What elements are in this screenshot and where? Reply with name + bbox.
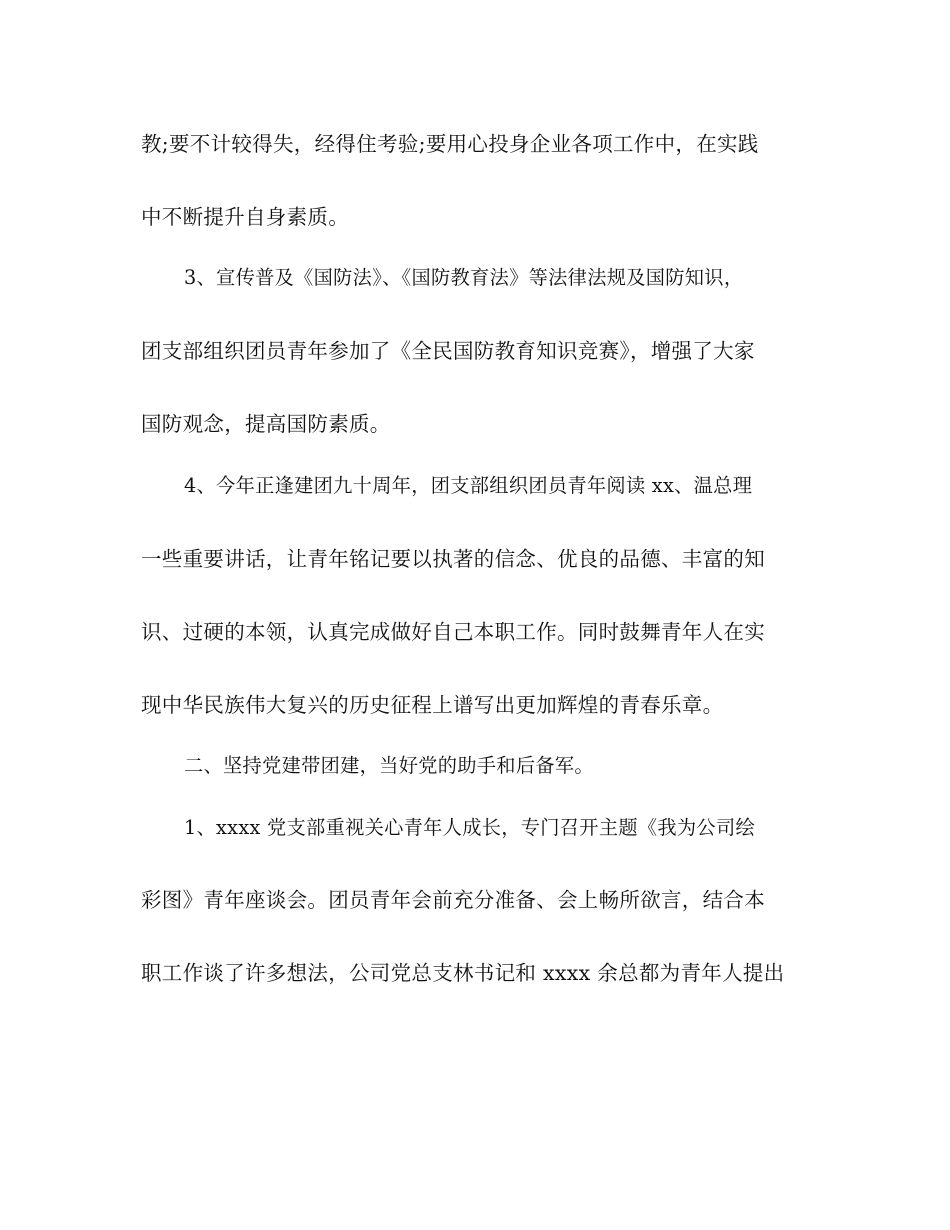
text-line-13: 职工作谈了许多想法，公司党总支林书记和 xxxx 余总都为青年人提出 xyxy=(141,961,785,985)
text-line-1: 教;要不计较得失，经得住考验;要用心投身企业各项工作中，在实践 xyxy=(141,132,759,156)
text-line-9: 现中华民族伟大复兴的历史征程上谱写出更加辉煌的青春乐章。 xyxy=(141,693,724,717)
text-line-7: 一些重要讲话，让青年铭记要以执著的信念、优良的品德、丰富的知 xyxy=(141,547,765,571)
text-line-11: 1、xxxx 党支部重视关心青年人成长，专门召开主题《我为公司绘 xyxy=(184,816,755,839)
text-line-10: 二、坚持党建带团建，当好党的助手和后备军。 xyxy=(184,754,594,777)
text-line-3: 3、宣传普及《国防法》、《国防教育法》等法律法规及国防知识， xyxy=(184,266,744,289)
text-line-2: 中不断提升自身素质。 xyxy=(141,205,349,229)
text-line-4: 团支部组织团员青年参加了《全民国防教育知识竞赛》，增强了大家 xyxy=(141,339,755,363)
text-line-12: 彩图》青年座谈会。团员青年会前充分准备、会上畅所欲言，结合本 xyxy=(141,888,765,912)
text-line-6: 4、今年正逢建团九十周年，团支部组织团员青年阅读 xx、温总理 xyxy=(184,474,753,497)
text-line-5: 国防观念，提高国防素质。 xyxy=(141,412,391,436)
text-line-8: 识、过硬的本领，认真完成做好自己本职工作。同时鼓舞青年人在实 xyxy=(141,620,765,644)
